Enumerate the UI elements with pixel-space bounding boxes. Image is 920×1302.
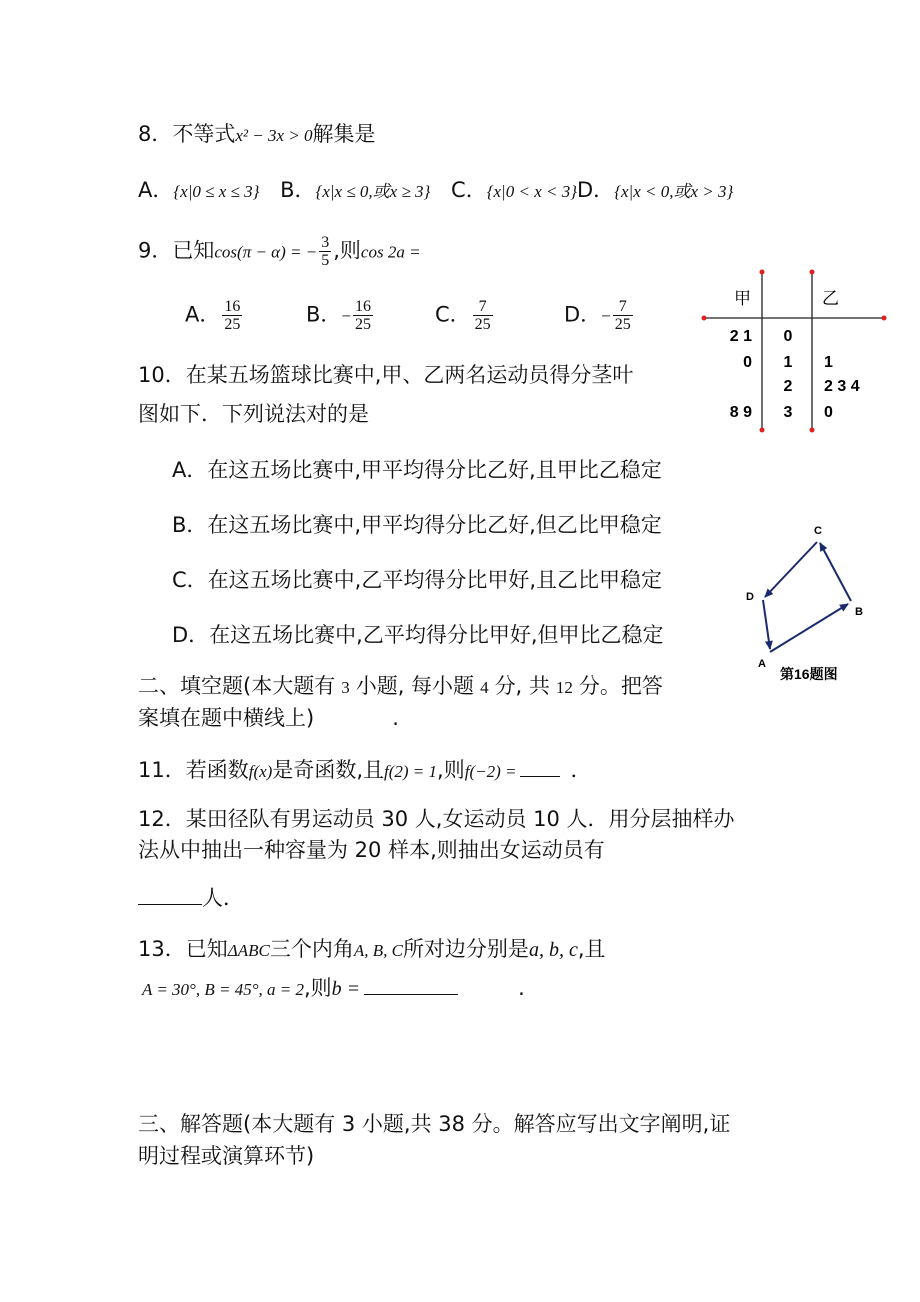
q11-text: ,则 — [437, 758, 465, 782]
point-c-label: C — [814, 525, 822, 537]
section-2-line-2 — [138, 704, 399, 732]
q9-option-a-den: 25 — [224, 316, 241, 333]
section-3-line-1: 三、解答题(本大题有 3 小题,共 38 分。解答应写出文字阐明,证 — [138, 1112, 731, 1136]
q8-option-a-set: {x|0 ≤ x ≤ 3} — [173, 182, 260, 201]
q13-conditions: A = 30°, B = 45°, a = 2 — [142, 980, 304, 999]
stem-leaf-dot — [882, 316, 887, 321]
q13-text: 三个内角 — [269, 937, 354, 961]
q12-tail: 人． — [202, 886, 244, 910]
stem-leaf-header-left: 甲 — [734, 289, 751, 308]
section-2-text: 分, 共 — [494, 674, 550, 698]
q9-fraction — [319, 234, 331, 269]
q9-fraction-denominator: 5 — [321, 252, 330, 269]
section-2-text: 小题, 每小题 — [355, 674, 475, 698]
question-13-line-1 — [138, 935, 606, 965]
q9-option-b-sign: − — [341, 306, 352, 326]
q11-text: 11．若函数 — [138, 758, 249, 782]
q8-text: 不等式 — [172, 122, 236, 146]
question-9-option-c — [435, 298, 495, 333]
section-2-points-each: 4 — [480, 678, 489, 697]
q9-option-c-fraction — [473, 298, 493, 333]
stem-leaf-left-leaves: 0 — [743, 354, 752, 371]
q9-option-d-sign: − — [601, 306, 611, 326]
q9-text: 已知 — [172, 238, 215, 263]
question-9-option-d — [564, 298, 635, 333]
q9-cos2a: cos 2a = — [360, 242, 421, 262]
section-2-text: 分。把答 — [578, 674, 663, 698]
q9-option-d-den: 25 — [614, 316, 631, 333]
q9-option-b-label: B． — [306, 302, 342, 327]
q8-option-c-label: C． — [451, 178, 487, 202]
vector-cd — [765, 542, 817, 597]
point-d-label: D — [746, 591, 754, 603]
q9-option-d-fraction — [613, 298, 633, 333]
q10-option-a: A．在这五场比赛中,甲平均得分比乙好,且甲比乙稳定 — [172, 458, 662, 482]
q11-f2: f(2) = 1 — [384, 762, 438, 781]
q10-option-d: D．在这五场比赛中,乙平均得分比甲好,但甲比乙稳定 — [172, 623, 664, 647]
figure-16-caption: 第16题图 — [780, 666, 838, 682]
section-2-instruction: 案填在题中横线上) — [138, 706, 315, 730]
q8-option-a-label: A． — [138, 178, 174, 202]
q11-fx: f(x) — [248, 762, 273, 781]
point-a-label: A — [758, 658, 766, 670]
stem-leaf-right-leaves: 0 — [824, 404, 833, 421]
section-3-line-2: 明过程或演算环节) — [138, 1144, 315, 1168]
section-2-title: 二、填空题 — [138, 674, 243, 698]
q13-text: ,且 — [577, 937, 606, 961]
stem-leaf-stem: 0 — [783, 328, 793, 345]
q13-text: ,则 — [303, 976, 332, 1000]
section-2-heading — [138, 672, 663, 702]
question-9-stem — [138, 234, 421, 269]
q12-line-1: 12．某田径队有男运动员 30 人,女运动员 10 人．用分层抽样办 — [138, 807, 735, 831]
stem-leaf-left-leaves: 8 9 — [729, 404, 752, 421]
q10-line-2: 图如下．下列说法对的是 — [138, 402, 369, 426]
q9-option-b-fraction — [353, 298, 373, 333]
q8-option-d-label: D． — [577, 178, 615, 202]
stem-leaf-plot — [700, 262, 896, 436]
q8-number: 8． — [138, 122, 173, 146]
question-9-option-a — [185, 298, 244, 333]
stem-leaf-stem: 1 — [783, 354, 793, 371]
section-2-total: 12 — [555, 678, 573, 697]
q11-f-neg2: f(−2) = — [464, 762, 517, 781]
q9-option-c-den: 25 — [474, 316, 491, 333]
section-2-text: (本大题有 — [243, 674, 336, 698]
q10-line-1: 10．在某五场篮球比赛中,甲、乙两名运动员得分茎叶 — [138, 363, 634, 387]
q13-sides: a, b, c — [528, 939, 578, 961]
question-9-option-b — [306, 298, 375, 333]
q9-option-a-label: A． — [185, 302, 221, 327]
q10-option-b: B．在这五场比赛中,甲平均得分比乙好,但乙比甲稳定 — [172, 513, 662, 537]
question-8-stem — [138, 120, 376, 150]
q8-tail: 解集是 — [312, 122, 376, 146]
stem-leaf-right-leaves: 2 3 4 — [824, 378, 860, 395]
q9-mid: ,则 — [333, 238, 361, 263]
q9-fraction-numerator: 3 — [321, 234, 330, 251]
q9-option-d-label: D． — [564, 302, 602, 327]
question-11 — [138, 756, 591, 786]
q9-option-c-label: C． — [435, 302, 471, 327]
figure-16-vector-diagram — [740, 518, 890, 690]
q8-option-b-set: {x|x ≤ 0,或x ≥ 3} — [315, 182, 431, 201]
q9-option-a-num: 16 — [224, 298, 241, 315]
q13-text: 所对边分别是 — [402, 937, 529, 961]
q9-option-a-fraction — [222, 298, 242, 333]
stem-leaf-stem: 2 — [783, 378, 793, 395]
stem-leaf-left-leaves: 2 1 — [729, 328, 752, 345]
q9-option-b-num: 16 — [355, 298, 372, 315]
q8-option-c-set: {x|0 < x < 3} — [486, 182, 578, 201]
q13-text: 13．已知 — [138, 937, 228, 961]
q9-cos-expression: cos(π − α) = − — [214, 242, 318, 262]
q12-line-3 — [138, 884, 244, 912]
q8-inequality: x² − 3x > 0 — [235, 126, 313, 145]
stem-leaf-header-right: 乙 — [822, 289, 839, 308]
stem-leaf-dot — [760, 270, 765, 275]
q13-angles: A, B, C — [353, 941, 403, 960]
q12-answer-blank[interactable] — [138, 884, 202, 905]
q8-option-d-set: {x|x < 0,或x > 3} — [614, 182, 734, 201]
q10-option-c: C．在这五场比赛中,乙平均得分比甲好,且乙比甲稳定 — [172, 568, 663, 592]
stem-leaf-right-leaves: 1 — [824, 354, 833, 371]
stem-leaf-dot — [810, 428, 815, 433]
q11-answer-blank[interactable] — [520, 756, 560, 777]
point-b-label: B — [855, 606, 863, 618]
stem-leaf-stem: 3 — [783, 404, 793, 421]
q13-tail: . — [518, 976, 525, 1000]
q9-option-b-den: 25 — [355, 316, 372, 333]
section-2-dot: . — [392, 706, 399, 730]
vector-bc — [820, 543, 851, 601]
q9-option-c-num: 7 — [473, 298, 493, 316]
q13-ask-b: b = — [331, 978, 361, 1000]
stem-leaf-dot — [702, 316, 707, 321]
vector-ab — [770, 604, 848, 652]
stem-leaf-dot — [760, 428, 765, 433]
q9-option-d-num: 7 — [613, 298, 633, 316]
section-2-count: 3 — [341, 678, 350, 697]
vector-da — [763, 600, 770, 649]
q13-answer-blank[interactable] — [364, 974, 458, 995]
q12-line-2: 法从中抽出一种容量为 20 样本,则抽出女运动员有 — [138, 838, 605, 862]
q11-tail: ． — [570, 758, 592, 782]
q8-option-b-label: B． — [280, 178, 316, 202]
stem-leaf-dot — [810, 270, 815, 275]
q13-triangle: ΔABC — [227, 941, 270, 960]
q9-number: 9． — [138, 238, 173, 263]
question-13-line-2 — [142, 974, 525, 1004]
q11-text: 是奇函数,且 — [272, 758, 385, 782]
question-8-options — [138, 176, 733, 206]
